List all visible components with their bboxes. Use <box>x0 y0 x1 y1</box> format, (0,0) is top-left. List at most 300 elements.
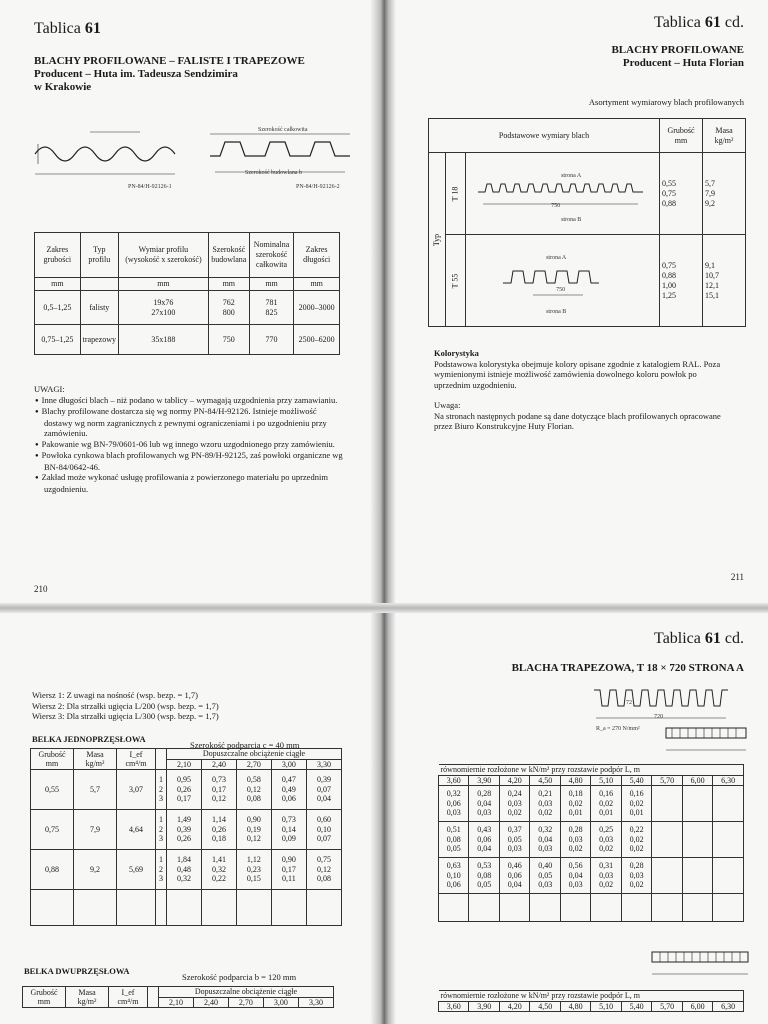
span-header: 2,10 <box>167 759 202 770</box>
value: 0,03 <box>568 834 583 844</box>
table-row <box>35 291 340 325</box>
value: 0,32 <box>211 864 226 874</box>
value: 0,32 <box>538 825 553 835</box>
value: 0,02 <box>599 880 614 890</box>
value: 0,02 <box>629 880 644 890</box>
table-row <box>35 325 340 355</box>
value: 0,06 <box>446 798 461 808</box>
header-unit: kg/m² <box>85 759 105 768</box>
span-header: 6,00 <box>682 775 712 786</box>
table-row <box>439 786 744 822</box>
cell <box>469 786 499 822</box>
span-header: 6,30 <box>713 1001 744 1012</box>
value: 0,16 <box>599 789 614 799</box>
type-name: T 18 <box>450 186 460 201</box>
col-header: Podstawowe wymiary blach <box>429 119 660 153</box>
value: 0,23 <box>246 864 261 874</box>
heading-line-1: BLACHY PROFILOWANE <box>611 44 744 56</box>
cell <box>652 822 682 858</box>
table-number: 61 <box>704 630 721 647</box>
value: 0,08 <box>316 874 331 884</box>
figure-2-top-label: Szerokość całkowita <box>258 127 308 133</box>
value: 0,28 <box>568 825 583 835</box>
cell <box>469 858 499 894</box>
cell: trapezowy <box>80 325 118 355</box>
cell <box>469 822 499 858</box>
cell: 0,75 <box>31 810 74 850</box>
value: 0,03 <box>599 870 614 880</box>
table-row <box>31 850 342 890</box>
table-row-empty <box>31 890 342 926</box>
cell: 4,64 <box>117 810 156 850</box>
span-header: 3,60 <box>439 1001 469 1012</box>
table-caption-row <box>439 991 744 1002</box>
note-text: Na stronach następnych podane są dane dotyczące blach profilowanych opracowane przez Biuro Konstrukcyjne Huty Florian. <box>434 410 721 431</box>
cell <box>591 858 621 894</box>
cell <box>167 850 202 890</box>
cell <box>499 858 529 894</box>
corrugated-profile-figure <box>30 122 180 192</box>
cell <box>713 822 744 858</box>
value: 0,48 <box>176 864 191 874</box>
heading-line-2: Producent – Huta im. Tadeusza Sendzimira <box>34 68 238 80</box>
value: 0,90 <box>246 815 261 825</box>
col-header <box>66 987 109 1008</box>
legend-line: Wiersz 2: Dla strzałki ugięcia L/200 (wsp. bezp. = 1,7) <box>32 700 219 711</box>
span-header: 5,70 <box>652 1001 682 1012</box>
value: 0,26 <box>211 824 226 834</box>
value: 0,03 <box>507 798 522 808</box>
value: 0,28 <box>629 861 644 871</box>
col-header: Dopuszczalne obciążenie ciągłe <box>159 987 334 998</box>
span-header: 3,60 <box>439 775 469 786</box>
value: 0,03 <box>538 880 553 890</box>
row-index-header <box>148 987 159 1008</box>
header-unit: kg/m² <box>714 135 734 145</box>
double-span-table <box>22 986 334 1008</box>
cell <box>201 850 236 890</box>
value: 0,07 <box>316 834 331 844</box>
cell <box>201 810 236 850</box>
value: 0,18 <box>568 789 583 799</box>
thickness-value: 0,75 <box>662 188 676 198</box>
cell: 750 <box>208 325 249 355</box>
cell: 2000–3000 <box>294 291 340 325</box>
cell: 35x188 <box>118 325 208 355</box>
header-text: Grubość <box>30 987 58 997</box>
figure-1-caption: PN-84/H-92126-1 <box>128 184 172 190</box>
cell-line: 762 <box>222 297 235 307</box>
thickness-value: 0,88 <box>662 270 676 280</box>
value: 0,46 <box>507 861 522 871</box>
value: 1,14 <box>211 815 226 825</box>
row-index-cell: 1 2 3 <box>156 770 167 810</box>
cell <box>306 770 341 810</box>
mass-value: 10,7 <box>705 270 719 280</box>
side-b-label: strona B <box>561 217 582 223</box>
mass-cell <box>703 153 746 235</box>
cell <box>530 858 560 894</box>
span-header: 2,40 <box>201 759 236 770</box>
header-unit: cm⁴/m <box>117 997 139 1006</box>
dimension-label: 750 <box>551 203 561 209</box>
cell <box>236 810 271 850</box>
cell: 9,2 <box>74 850 117 890</box>
value: 0,31 <box>599 861 614 871</box>
span-header: 3,30 <box>298 997 333 1008</box>
mass-cell <box>703 235 746 327</box>
cell <box>208 291 249 325</box>
span-header: 2,40 <box>193 997 228 1008</box>
table-suffix: cd. <box>724 630 744 647</box>
cell-line: 27x100 <box>151 307 176 317</box>
value: 0,90 <box>281 855 296 865</box>
figure-2-caption: PN-84/H-92126-2 <box>296 184 340 190</box>
cell <box>439 786 469 822</box>
table-caption: równomiernie rozłożone w kN/m² przy rozstawie podpór L, m <box>439 765 744 776</box>
thickness-value: 1,00 <box>662 280 676 290</box>
span-header: 4,50 <box>530 1001 560 1012</box>
cell <box>236 850 271 890</box>
unit-cell: mm <box>294 278 340 291</box>
type-cell <box>446 235 466 327</box>
load-table-2 <box>438 990 744 1012</box>
side-a-label: strona A <box>561 173 582 179</box>
header-unit: cm⁴/m <box>125 759 147 768</box>
col-header <box>109 987 148 1008</box>
value: 0,12 <box>246 834 261 844</box>
value: 0,03 <box>477 808 492 818</box>
cell <box>167 770 202 810</box>
span-header: 2,70 <box>228 997 263 1008</box>
value: 0,02 <box>629 798 644 808</box>
value: 0,19 <box>246 824 261 834</box>
mass-value: 9,2 <box>705 198 715 208</box>
span-header: 5,10 <box>591 775 621 786</box>
value: 0,05 <box>507 834 522 844</box>
col-header: Zakres długości <box>294 233 340 278</box>
unit-cell: mm <box>118 278 208 291</box>
value: 0,04 <box>316 794 331 804</box>
thickness-value: 1,25 <box>662 290 676 300</box>
note-item: ● Inne długości blach – niż podano w tablicy – wymagają uzgodnienia przy zamawianiu. <box>44 395 344 407</box>
col-header <box>703 119 746 153</box>
value: 0,14 <box>281 824 296 834</box>
cell: 0,75–1,25 <box>35 325 81 355</box>
load-table-1 <box>438 764 744 922</box>
dimension-label: 750 <box>556 287 566 293</box>
col-header: Wymiar profilu (wysokość x szerokość) <box>118 233 208 278</box>
value: 0,63 <box>446 861 461 871</box>
header-unit: mm <box>674 135 688 145</box>
value: 0,06 <box>507 870 522 880</box>
table-label: Tablica <box>654 630 701 647</box>
mass-value: 15,1 <box>705 290 719 300</box>
cell <box>560 786 590 822</box>
col-header: Szerokość budowlana <box>208 233 249 278</box>
value: 1,12 <box>246 855 261 865</box>
value: 0,51 <box>446 825 461 835</box>
value: 0,25 <box>599 825 614 835</box>
value: 0,05 <box>446 844 461 854</box>
type-name: T 55 <box>450 273 460 288</box>
span-header: 4,80 <box>560 1001 590 1012</box>
value: 0,02 <box>629 844 644 854</box>
cell: 3,07 <box>117 770 156 810</box>
table-header-row <box>31 749 342 760</box>
cell <box>621 822 651 858</box>
cell <box>499 786 529 822</box>
mass-value: 7,9 <box>705 188 715 198</box>
cell: 0,88 <box>31 850 74 890</box>
cell <box>249 291 294 325</box>
cell <box>439 858 469 894</box>
cell <box>682 858 712 894</box>
value: 0,03 <box>599 834 614 844</box>
cell <box>530 786 560 822</box>
note-item: ● Pakowanie wg BN-79/0601-06 lub wg innego wzoru uzgodnionego przy zamówieniu. <box>44 439 344 451</box>
table-title <box>654 14 744 32</box>
value: 0,15 <box>246 874 261 884</box>
value: 0,12 <box>246 784 261 794</box>
thickness-cell <box>660 235 703 327</box>
value: 0,02 <box>568 798 583 808</box>
typ-label: Typ <box>432 233 442 246</box>
value: 0,07 <box>316 784 331 794</box>
thickness-value: 0,55 <box>662 178 676 188</box>
beam2-title: BELKA DWUPRZĘSŁOWA <box>24 966 130 976</box>
cell: 2500–6200 <box>294 325 340 355</box>
cell-line: 825 <box>265 307 278 317</box>
page-heading <box>34 55 354 94</box>
value: 0,73 <box>211 775 226 785</box>
value: 0,03 <box>446 808 461 818</box>
table-header-row <box>35 233 340 278</box>
header-unit: mm <box>37 997 51 1006</box>
cell: 5,7 <box>74 770 117 810</box>
mass-value: 9,1 <box>705 260 715 270</box>
value: 0,06 <box>477 834 492 844</box>
header-text: Masa <box>86 749 104 759</box>
value: 0,03 <box>507 844 522 854</box>
value: 0,56 <box>568 861 583 871</box>
header-unit: mm <box>45 759 59 768</box>
value: 0,09 <box>281 834 296 844</box>
side-a-label: strona A <box>546 255 567 261</box>
single-span-beam-figure <box>662 716 752 758</box>
value: 0,22 <box>211 874 226 884</box>
table-row <box>31 770 342 810</box>
col-header <box>74 749 117 770</box>
spans-row <box>439 1001 744 1012</box>
header-text: Grubość <box>38 749 66 759</box>
cell: 7,9 <box>74 810 117 850</box>
color-section <box>434 348 734 432</box>
value: 0,17 <box>176 794 191 804</box>
span-header: 5,40 <box>621 1001 651 1012</box>
table-label: Tablica <box>34 20 81 37</box>
value: 0,60 <box>316 815 331 825</box>
table-header-row <box>23 987 334 998</box>
span-header: 6,30 <box>713 775 744 786</box>
thickness-cell <box>660 153 703 235</box>
cell <box>499 822 529 858</box>
col-header <box>31 749 74 770</box>
table-suffix: cd. <box>724 14 744 31</box>
value: 0,04 <box>507 880 522 890</box>
table-caption-row <box>439 765 744 776</box>
span-header: 6,00 <box>682 1001 712 1012</box>
row-index-cell: 1 2 3 <box>156 850 167 890</box>
value: 0,02 <box>629 834 644 844</box>
value: 0,75 <box>316 855 331 865</box>
header-text: Masa <box>715 125 733 135</box>
table-row-empty <box>439 894 744 922</box>
book-gutter-bottom <box>370 612 396 1024</box>
thickness-value: 0,75 <box>662 260 676 270</box>
value: 0,02 <box>507 808 522 818</box>
value: 0,10 <box>316 824 331 834</box>
note-item: ● Powłoka cynkowa blach profilowanych wg PN-89/H-92125, zaś powłoki organiczne wg BN-84/0642-46. <box>44 450 344 472</box>
value: 0,39 <box>176 824 191 834</box>
side-b-label: strona B <box>546 309 567 315</box>
header-text: I_ef <box>129 749 143 759</box>
value: 0,11 <box>282 874 296 884</box>
single-span-table <box>30 748 342 926</box>
value: 0,01 <box>629 808 644 818</box>
cell <box>201 770 236 810</box>
heading-line-1: BLACHY PROFILOWANE – FALISTE I TRAPEZOWE <box>34 55 305 67</box>
value: 0,04 <box>568 870 583 880</box>
value: 0,02 <box>599 844 614 854</box>
cell <box>271 810 306 850</box>
cell <box>167 810 202 850</box>
value: 0,04 <box>538 834 553 844</box>
value: 0,08 <box>246 794 261 804</box>
value: 0,08 <box>446 834 461 844</box>
profile-figure-cell <box>466 153 660 235</box>
cell <box>306 850 341 890</box>
span-header: 5,70 <box>652 775 682 786</box>
value: 0,03 <box>538 844 553 854</box>
beam2-support: Szerokość podparcia b = 120 mm <box>182 972 297 982</box>
value: 0,01 <box>599 808 614 818</box>
span-header: 4,20 <box>499 775 529 786</box>
thickness-value: 0,88 <box>662 198 676 208</box>
span-header: 3,30 <box>306 759 341 770</box>
value: 0,73 <box>281 815 296 825</box>
page-213 <box>390 612 768 1024</box>
table-header-row <box>429 119 746 153</box>
typ-cell <box>429 153 446 327</box>
table-row <box>439 858 744 894</box>
value: 0,32 <box>176 874 191 884</box>
value: 0,02 <box>538 808 553 818</box>
legend-line: Wiersz 3: Dla strzałki ugięcia L/300 (wsp. bezp. = 1,7) <box>32 711 219 721</box>
table-caption: Asortyment wymiarowy blach profilowanych <box>588 97 744 107</box>
legend <box>32 690 219 722</box>
note-item: ● Blachy profilowane dostarcza się wg normy PN-84/H-92126. Istnieje możliwość dostawy wg norm zagranicznych z pewnymi ograniczeniami i po uzgodnieniu przy zamówieniu. <box>44 406 344 439</box>
value: 0,06 <box>446 880 461 890</box>
figure-2-bottom-label: Szerokość budowlana b <box>245 170 302 176</box>
header-text: Masa <box>78 987 96 997</box>
col-header: Typ profilu <box>80 233 118 278</box>
col-header <box>23 987 66 1008</box>
dimension-label: 720 <box>654 714 663 720</box>
profile-figure-cell <box>466 235 660 327</box>
value: 0,18 <box>211 834 226 844</box>
value: 0,03 <box>629 870 644 880</box>
legend-line: Wiersz 1: Z uwagi na nośność (wsp. bezp. = 1,7) <box>32 690 198 700</box>
page-heading: BLACHA TRAPEZOWA, T 18 × 720 STRONA A <box>511 662 744 674</box>
page-number: 210 <box>34 584 48 594</box>
cell <box>682 822 712 858</box>
value: 0,28 <box>477 789 492 799</box>
beam1-support: Szerokość podparcia c = 40 mm <box>190 740 300 750</box>
cell-line: 19x76 <box>153 297 174 307</box>
value: 0,01 <box>568 808 583 818</box>
cell <box>560 858 590 894</box>
table-row <box>429 153 746 235</box>
notes-list <box>34 395 344 495</box>
table-units-row <box>35 278 340 291</box>
type-cell <box>446 153 466 235</box>
value: 0,08 <box>477 870 492 880</box>
page-210 <box>0 0 384 606</box>
cell <box>713 858 744 894</box>
cell <box>652 858 682 894</box>
span-header: 2,10 <box>159 997 194 1008</box>
value: 0,02 <box>599 798 614 808</box>
cell <box>560 822 590 858</box>
value: 0,04 <box>477 798 492 808</box>
value: 0,43 <box>477 825 492 835</box>
force-label: R_a = 270 N/mm² <box>596 726 640 732</box>
page-separator <box>0 603 768 613</box>
cell <box>118 291 208 325</box>
cell: 770 <box>249 325 294 355</box>
cell <box>621 786 651 822</box>
table-number: 61 <box>704 14 721 31</box>
value: 1,49 <box>176 815 191 825</box>
profile-table <box>34 232 340 355</box>
value: 0,21 <box>538 789 553 799</box>
dimensions-table <box>428 118 746 327</box>
value: 0,22 <box>629 825 644 835</box>
span-header: 3,90 <box>469 1001 499 1012</box>
cell <box>682 786 712 822</box>
value: 0,05 <box>538 870 553 880</box>
table-row <box>31 810 342 850</box>
value: 0,37 <box>507 825 522 835</box>
span-header: 3,00 <box>271 759 306 770</box>
unit-cell <box>80 278 118 291</box>
span-header: 2,70 <box>236 759 271 770</box>
cell: 0,55 <box>31 770 74 810</box>
value: 1,84 <box>176 855 191 865</box>
unit-cell: mm <box>208 278 249 291</box>
value: 0,24 <box>507 789 522 799</box>
span-header: 4,20 <box>499 1001 529 1012</box>
value: 0,26 <box>176 834 191 844</box>
color-text: Podstawowa kolorystyka obejmuje kolory opisane zgodnie z katalogiem RAL. Poza wymienionymi istnieje możliwość zamówienia dowolnego koloru powłok po uprzednim uzgodnieniu. <box>434 358 721 390</box>
heading-line-2: Producent – Huta Florian <box>622 57 744 69</box>
span-header: 3,00 <box>263 997 298 1008</box>
cell-line: 800 <box>222 307 235 317</box>
value: 0,40 <box>538 861 553 871</box>
spans-row <box>439 775 744 786</box>
beam1-title: BELKA JEDNOPRZĘSŁOWA <box>32 734 146 744</box>
